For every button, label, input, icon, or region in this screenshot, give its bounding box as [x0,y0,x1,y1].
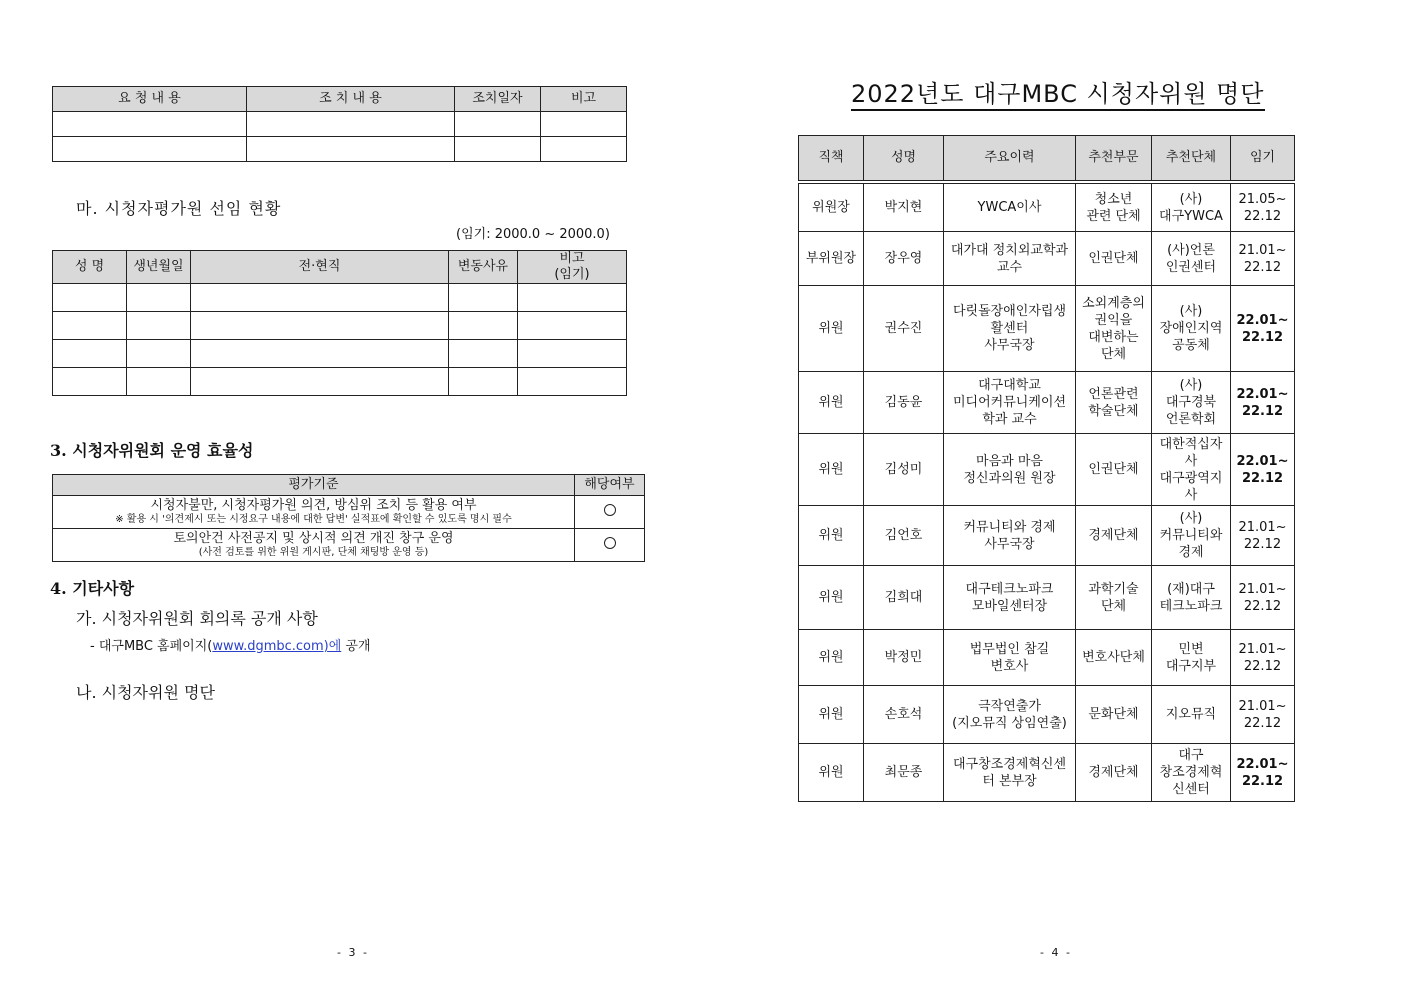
table-cell [127,312,191,340]
term-cell-line: 21.01~ [1238,242,1287,258]
committee-roster-table [798,135,1295,802]
header-applicable: 해당여부 [575,475,645,496]
homepage-link[interactable]: www.dgmbc.com)에 [212,639,342,654]
term-cell-line: 22.12 [1243,536,1282,552]
criteria-cell [53,529,575,562]
sector-cell-line: 학술단체 [1088,403,1139,419]
career-cell-line: 학과 교수 [982,412,1037,427]
position-cell: 위원 [799,686,864,744]
career-cell [944,434,1076,506]
header-position-history: 전·현직 [191,251,449,284]
header-name: 성명 [864,136,944,181]
org-cell [1152,506,1231,566]
term-cell-line: 22.12 [1243,715,1282,731]
term-cell-line: 22.12 [1243,259,1282,275]
table-cell [191,368,449,396]
org-cell [1152,286,1231,372]
table-cell [449,368,518,396]
name-cell: 박지현 [864,184,944,232]
sector-cell [1076,286,1152,372]
table-cell [455,112,541,137]
term-cell [1231,184,1295,232]
position-cell: 위원 [799,566,864,630]
criteria-main: 토의안건 사전공지 및 상시적 의견 개진 창구 운영 [173,531,454,547]
header-note: 비고 [541,87,627,112]
org-cell-line: (사)언론 [1167,242,1215,258]
term-cell-line: 21.01~ [1238,698,1287,714]
table-row [53,284,627,312]
position-cell: 위원 [799,744,864,802]
sector-cell-line: 단체 [1100,346,1127,362]
name-cell: 김동윤 [864,372,944,434]
org-cell-line: 지오뮤직 [1165,707,1217,722]
career-cell-line: 터 본부장 [982,773,1037,789]
org-cell-line: (사) [1179,304,1203,319]
sector-cell-line: 문화단체 [1088,707,1139,722]
sector-cell [1076,686,1152,744]
header-birthdate: 생년월일 [127,251,191,284]
sector-cell [1076,744,1152,802]
table-cell [53,284,127,312]
career-cell-line: 사무국장 [984,338,1035,353]
term-cell [1231,286,1295,372]
org-cell-line: 대한적십자 [1159,436,1223,452]
sector-cell-line: 청소년 [1094,191,1133,207]
term-cell-line: 22.12 [1243,658,1282,674]
header-criteria: 평가기준 [53,475,575,496]
term-cell-line: 21.05~ [1238,191,1287,207]
table-cell [53,340,127,368]
org-cell-line: 사 [1184,453,1198,469]
name-cell: 김언호 [864,506,944,566]
table-cell [53,312,127,340]
org-cell [1152,686,1231,744]
org-cell [1152,372,1231,434]
table-cell [191,284,449,312]
career-cell-line: 대구창조경제혁신센 [952,756,1067,772]
roster-row [799,184,1295,232]
org-cell-line: 테크노파크 [1159,598,1223,614]
sector-cell-line: 변호사단체 [1082,650,1145,665]
term-cell-line: 22.12 [1241,403,1284,419]
section-ma-heading: 마. 시청자평가원 선임 현황 [76,199,282,218]
sector-cell-line: 단체 [1100,598,1127,614]
circle-mark-icon [604,504,616,516]
table-row [53,312,627,340]
table-cell [247,112,455,137]
table-row [53,112,627,137]
name-cell: 권수진 [864,286,944,372]
roster-body [799,184,1295,802]
term-cell [1231,686,1295,744]
header-term: 임기 [1231,136,1295,181]
table-cell [449,284,518,312]
org-cell-line: 대구광역지 [1159,470,1223,486]
name-cell: 김희대 [864,566,944,630]
sector-cell [1076,372,1152,434]
roster-row [799,286,1295,372]
career-cell-line: 변호사 [990,658,1029,674]
table-cell [518,284,627,312]
position-cell: 위원 [799,506,864,566]
item-ga-heading: 가. 시청자위원회 회의록 공개 사항 [76,609,318,628]
sector-cell-line: 관련 단체 [1086,208,1141,224]
position-cell: 위원 [799,434,864,506]
header-note-term: 비고 (임기) [518,251,627,284]
applicable-cell [575,529,645,562]
sector-cell [1076,566,1152,630]
career-cell-line: 대구테크노파크 [965,581,1054,597]
org-cell-line: (사) [1179,511,1203,526]
section-3-heading: 3. 시청자위원회 운영 효율성 [50,441,254,460]
sector-cell-line: 인권단체 [1088,251,1139,266]
table-row [53,529,645,562]
org-cell-line: 인권센터 [1165,259,1217,275]
name-cell: 장우영 [864,232,944,286]
career-cell-line: 마음과 마음 [976,453,1043,469]
criteria-sub: ※ 활용 시 '의견제시 또는 시정요구 내용에 대한 답변' 실적표에 확인할 수 있도록 명시 필수 [115,513,512,525]
org-cell-line: 장애인지역 [1159,321,1223,336]
applicable-cell [575,496,645,529]
career-cell [944,372,1076,434]
org-cell-line: 언론학회 [1165,412,1217,427]
org-cell [1152,184,1231,232]
header-org: 추천단체 [1152,136,1231,181]
position-cell: 위원장 [799,184,864,232]
career-cell-line: 사무국장 [984,536,1035,552]
career-cell [944,232,1076,286]
item-na-heading: 나. 시청자위원 명단 [76,683,215,702]
table-cell [127,284,191,312]
table-row [53,137,627,162]
term-cell [1231,372,1295,434]
sector-cell-line: 경제단체 [1088,528,1139,543]
request-action-table [52,86,627,162]
org-cell-line: (재)대구 [1167,581,1215,597]
sector-cell-line: 소외계층의 [1082,295,1145,311]
term-cell [1231,506,1295,566]
career-cell [944,506,1076,566]
table-cell [449,340,518,368]
sector-cell [1076,434,1152,506]
term-cell [1231,232,1295,286]
term-cell [1231,566,1295,630]
org-cell-line: 신센터 [1172,782,1210,797]
term-cell [1231,744,1295,802]
org-cell-line: 창조경제혁 [1159,765,1223,780]
career-cell-line: 교수 [996,259,1023,275]
sector-cell [1076,506,1152,566]
table-cell [53,368,127,396]
header-name: 성 명 [53,251,127,284]
career-cell-line: 미디어커뮤니케이션 [952,395,1067,410]
table-cell [518,368,627,396]
career-cell-line: 커뮤니티와 경제 [963,519,1056,535]
term-cell-line: 22.01~ [1236,312,1289,328]
sector-cell-line: 권익을 [1094,312,1133,328]
position-cell: 위원 [799,630,864,686]
career-cell-line: 모바일센터장 [971,598,1048,614]
roster-row [799,372,1295,434]
table-row [53,368,627,396]
career-cell-line: 대구대학교 [978,378,1041,393]
page-number-right: - 4 - [1040,946,1072,959]
page-number-left: - 3 - [337,946,369,959]
org-cell-line: 경제 [1178,545,1204,560]
table-cell [449,312,518,340]
table-cell [53,137,247,162]
sector-cell-line: 경제단체 [1088,765,1139,780]
header-action-date: 조치일자 [455,87,541,112]
career-cell-line: 활센터 [990,321,1029,336]
org-cell [1152,232,1231,286]
career-cell-line: 법무법인 참길 [969,641,1050,657]
term-cell-line: 22.01~ [1236,386,1289,402]
career-cell-line: YWCA이사 [977,200,1042,215]
table-header-row [799,136,1295,181]
table-header-row [53,251,627,284]
term-cell-line: 21.01~ [1238,641,1287,657]
table-cell [541,137,627,162]
header-change-reason: 변동사유 [449,251,518,284]
term-cell-line: 22.01~ [1236,756,1289,772]
header-action: 조 치 내 용 [247,87,455,112]
evaluator-appointment-table [52,250,627,396]
sector-cell-line: 과학기술 [1088,581,1139,597]
homepage-notice-suffix: 공개 [341,639,371,654]
table-cell [455,137,541,162]
term-cell [1231,434,1295,506]
org-cell [1152,566,1231,630]
career-cell-line: 다릿돌장애인자립생 [952,304,1067,319]
career-cell-line: 대가대 정치외교학과 [950,242,1069,258]
header-career: 주요이력 [944,136,1076,181]
header-sector: 추천부문 [1076,136,1152,181]
org-cell [1152,744,1231,802]
roster-row [799,566,1295,630]
position-cell: 위원 [799,372,864,434]
term-cell-line: 21.01~ [1238,519,1287,535]
table-row [53,340,627,368]
position-cell: 위원 [799,286,864,372]
term-cell-line: 21.01~ [1238,581,1287,597]
term-cell-line: 22.12 [1243,598,1282,614]
criteria-sub: (사전 검토를 위한 위원 게시판, 단체 채팅방 운영 등) [198,546,429,558]
term-note: (임기: 2000.0 ~ 2000.0) [456,227,610,242]
header-request: 요 청 내 용 [53,87,247,112]
table-cell [541,112,627,137]
circle-mark-icon [604,537,616,549]
roster-row [799,744,1295,802]
name-cell: 손호석 [864,686,944,744]
section-4-heading: 4. 기타사항 [50,579,135,598]
table-cell [191,312,449,340]
career-cell [944,630,1076,686]
roster-title: 2022년도 대구MBC 시청자위원 명단 [851,80,1265,111]
position-cell: 부위원장 [799,232,864,286]
criteria-cell [53,496,575,529]
org-cell-line: 대구경북 [1165,395,1217,410]
org-cell [1152,630,1231,686]
roster-row [799,434,1295,506]
sector-cell-line: 대변하는 [1088,329,1139,345]
term-cell-line: 22.12 [1241,470,1284,486]
criteria-main: 시청자불만, 시청자평가원 의견, 방심위 조치 등 활용 여부 [150,498,477,514]
career-cell [944,566,1076,630]
career-cell-line: (지오뮤직 상임연출) [952,715,1067,731]
org-cell [1152,434,1231,506]
table-cell [518,340,627,368]
term-cell-line: 22.01~ [1236,453,1289,469]
roster-row [799,630,1295,686]
sector-cell-line: 언론관련 [1088,386,1139,402]
efficiency-evaluation-table [52,474,645,562]
table-cell [53,112,247,137]
term-cell-line: 22.12 [1241,329,1284,345]
name-cell: 박정민 [864,630,944,686]
table-header-row [53,87,627,112]
table-header-row [53,475,645,496]
career-cell-line: 극작연출가 [978,698,1041,714]
roster-row [799,506,1295,566]
org-cell-line: (사) [1179,191,1203,207]
sector-cell [1076,184,1152,232]
name-cell: 김성미 [864,434,944,506]
table-cell [518,312,627,340]
term-cell-line: 22.12 [1241,773,1284,789]
homepage-notice-prefix: - 대구MBC 홈페이지( [90,639,213,654]
org-cell-line: 사 [1184,487,1198,503]
org-cell-line: 공동체 [1172,338,1210,353]
org-cell-line: 커뮤니티와 [1159,528,1223,543]
career-cell [944,686,1076,744]
org-cell-line: 대구지부 [1165,658,1217,674]
homepage-notice [90,635,371,654]
table-cell [247,137,455,162]
table-cell [127,368,191,396]
sector-cell-line: 인권단체 [1088,462,1139,477]
roster-row [799,232,1295,286]
org-cell-line: (사) [1179,378,1203,393]
career-cell [944,286,1076,372]
org-cell-line: 대구YWCA [1159,208,1223,224]
career-cell [944,744,1076,802]
table-row [53,496,645,529]
header-position: 직책 [799,136,864,181]
table-cell [191,340,449,368]
sector-cell [1076,630,1152,686]
term-cell [1231,630,1295,686]
roster-row [799,686,1295,744]
name-cell: 최문종 [864,744,944,802]
career-cell [944,184,1076,232]
career-cell-line: 정신과의원 원장 [963,470,1056,486]
term-cell-line: 22.12 [1243,208,1282,224]
org-cell-line: 대구 [1178,748,1204,763]
org-cell-line: 민변 [1178,641,1204,657]
table-cell [127,340,191,368]
sector-cell [1076,232,1152,286]
